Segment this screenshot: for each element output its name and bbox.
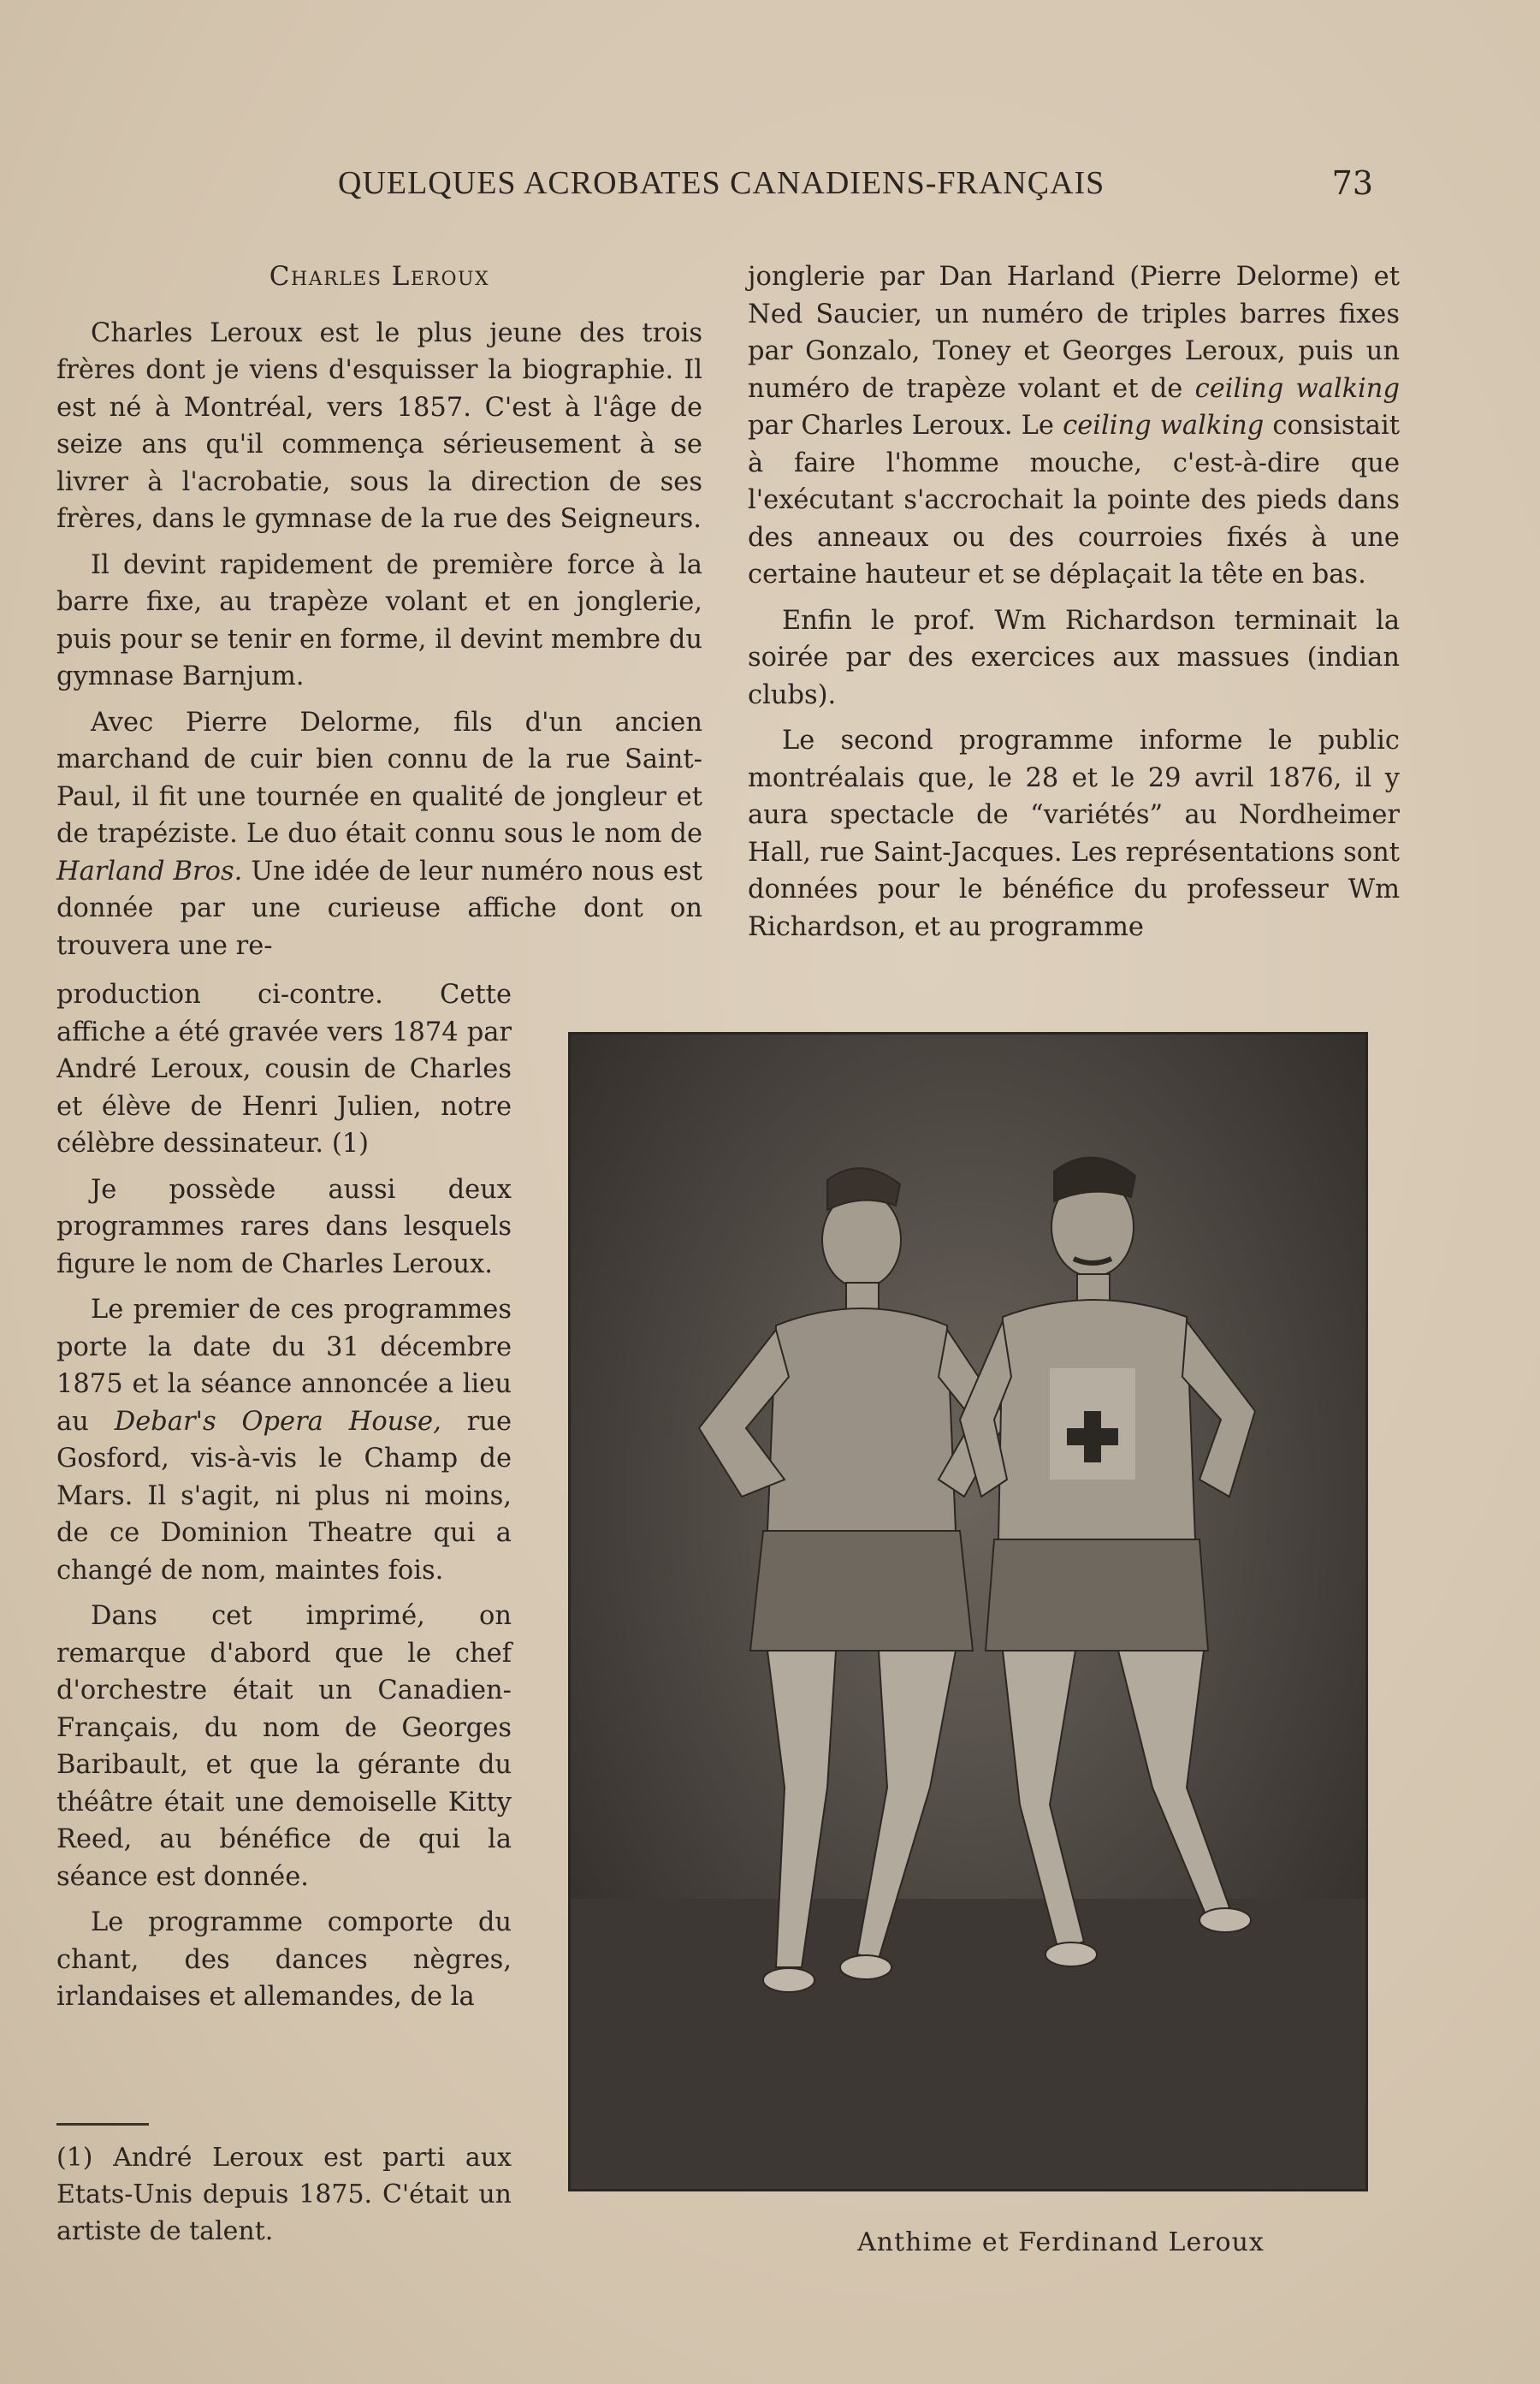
paragraph: Dans cet imprimé, on remarque d'abord que le chef d'orchestre était un Canadien-Français, du nom de Georges Baribault, et que la gérante du théâtre était une demoiselle Kitty Reed, au bénéfice de qui la séance est donnée. [56,1601,512,1892]
footnote [56,2139,512,2250]
text-run: par Charles Leroux. Le [748,411,1063,441]
section-heading: Charles Leroux [269,261,490,292]
paragraph [56,1291,512,1589]
paragraph: Enfin le prof. Wm Richardson terminait la soirée par des exercices aux massues (indian clubs). [748,605,1400,710]
paragraph: Le second programme informe le public montréalais que, le 28 et le 29 avril 1876, il y aura spectacle de “variétés” au Nordheimer Hall, rue Saint-Jacques. Les représentations sont données pour le bénéfice du professeur Wm Richardson, et au programme [748,726,1400,942]
left-column [56,258,702,964]
photo-caption: Anthime et Ferdinand Leroux [857,2227,1265,2257]
italic-text: ceiling walking [1194,373,1400,404]
right-column [748,258,1400,946]
text-run: Une idée de leur numéro nous est donnée par une curieuse affiche dont on trouvera une re- [56,856,702,961]
text-run: jonglerie par Dan Harland (Pierre Delorme) et Ned Saucier, un numéro de triples barres fixes par Gonzalo, Toney et Georges Leroux, puis un numéro de trapèze volant et de [748,262,1400,404]
italic-text: Debar's Opera House, [114,1406,441,1437]
text-run: Avec Pierre Delorme, fils d'un ancien marchand de cuir bien connu de la rue Saint-Paul, il fit une tournée en qualité de jongleur et de trapéziste. Le duo était connu sous le nom de [56,707,702,849]
page-header [338,164,1373,216]
footnote-rule [56,2123,149,2126]
paragraph [56,704,702,965]
running-title: QUELQUES ACROBATES CANADIENS-FRANÇAIS [338,165,1105,201]
paragraph: Je possède aussi deux programmes rares dans lesquels figure le nom de Charles Leroux. [56,1174,512,1279]
paragraph-continued [748,258,1400,594]
paragraph-continued: production ci-contre. Cette affiche a été gravée vers 1874 par André Leroux, cousin de Charles et élève de Henri Julien, notre célèbre dessinateur. (1) [56,980,512,1159]
paragraph: Charles Leroux est le plus jeune des trois frères dont je viens d'esquisser la biographie. Il est né à Montréal, vers 1857. C'est à l'âge de seize ans qu'il commença sérieusement à se livrer à l'acrobatie, sous la direction de ses frères, dans le gymnase de la rue des Seigneurs. [56,317,702,534]
italic-text: ceiling walking [1063,411,1265,441]
text-run: consistait à faire l'homme mouche, c'est-à-dire que l'exécutant s'accrochait la pointe des pieds dans des anneaux ou des courroies fixés à une certaine hauteur et se déplaçait la tête en bas. [748,411,1400,590]
text-run: Le premier de ces programmes porte la date du 31 décembre 1875 et la séance annoncée a lieu au [56,1295,512,1437]
italic-text: Harland Bros. [56,856,243,887]
page-number: 73 [1331,164,1373,202]
text-run: rue Gosford, vis-à-vis le Champ de Mars. Il s'agit, ni plus ni moins, de ce Dominion Theatre qui a changé de nom, maintes fois. [56,1406,512,1586]
paragraph: Il devint rapidement de première force à la barre fixe, au trapèze volant et en jonglerie, puis pour se tenir en forme, il devint membre du gymnase Barnjum. [56,549,702,691]
left-narrow-column [56,976,512,2016]
photograph [568,1032,1368,2191]
paragraph: Le programme comporte du chant, des dances nègres, irlandaises et allemandes, de la [56,1907,512,2012]
photograph-illustration [571,1035,1365,2189]
footnote-text: (1) André Leroux est parti aux Etats-Unis depuis 1875. C'était un artiste de talent. [56,2143,512,2246]
